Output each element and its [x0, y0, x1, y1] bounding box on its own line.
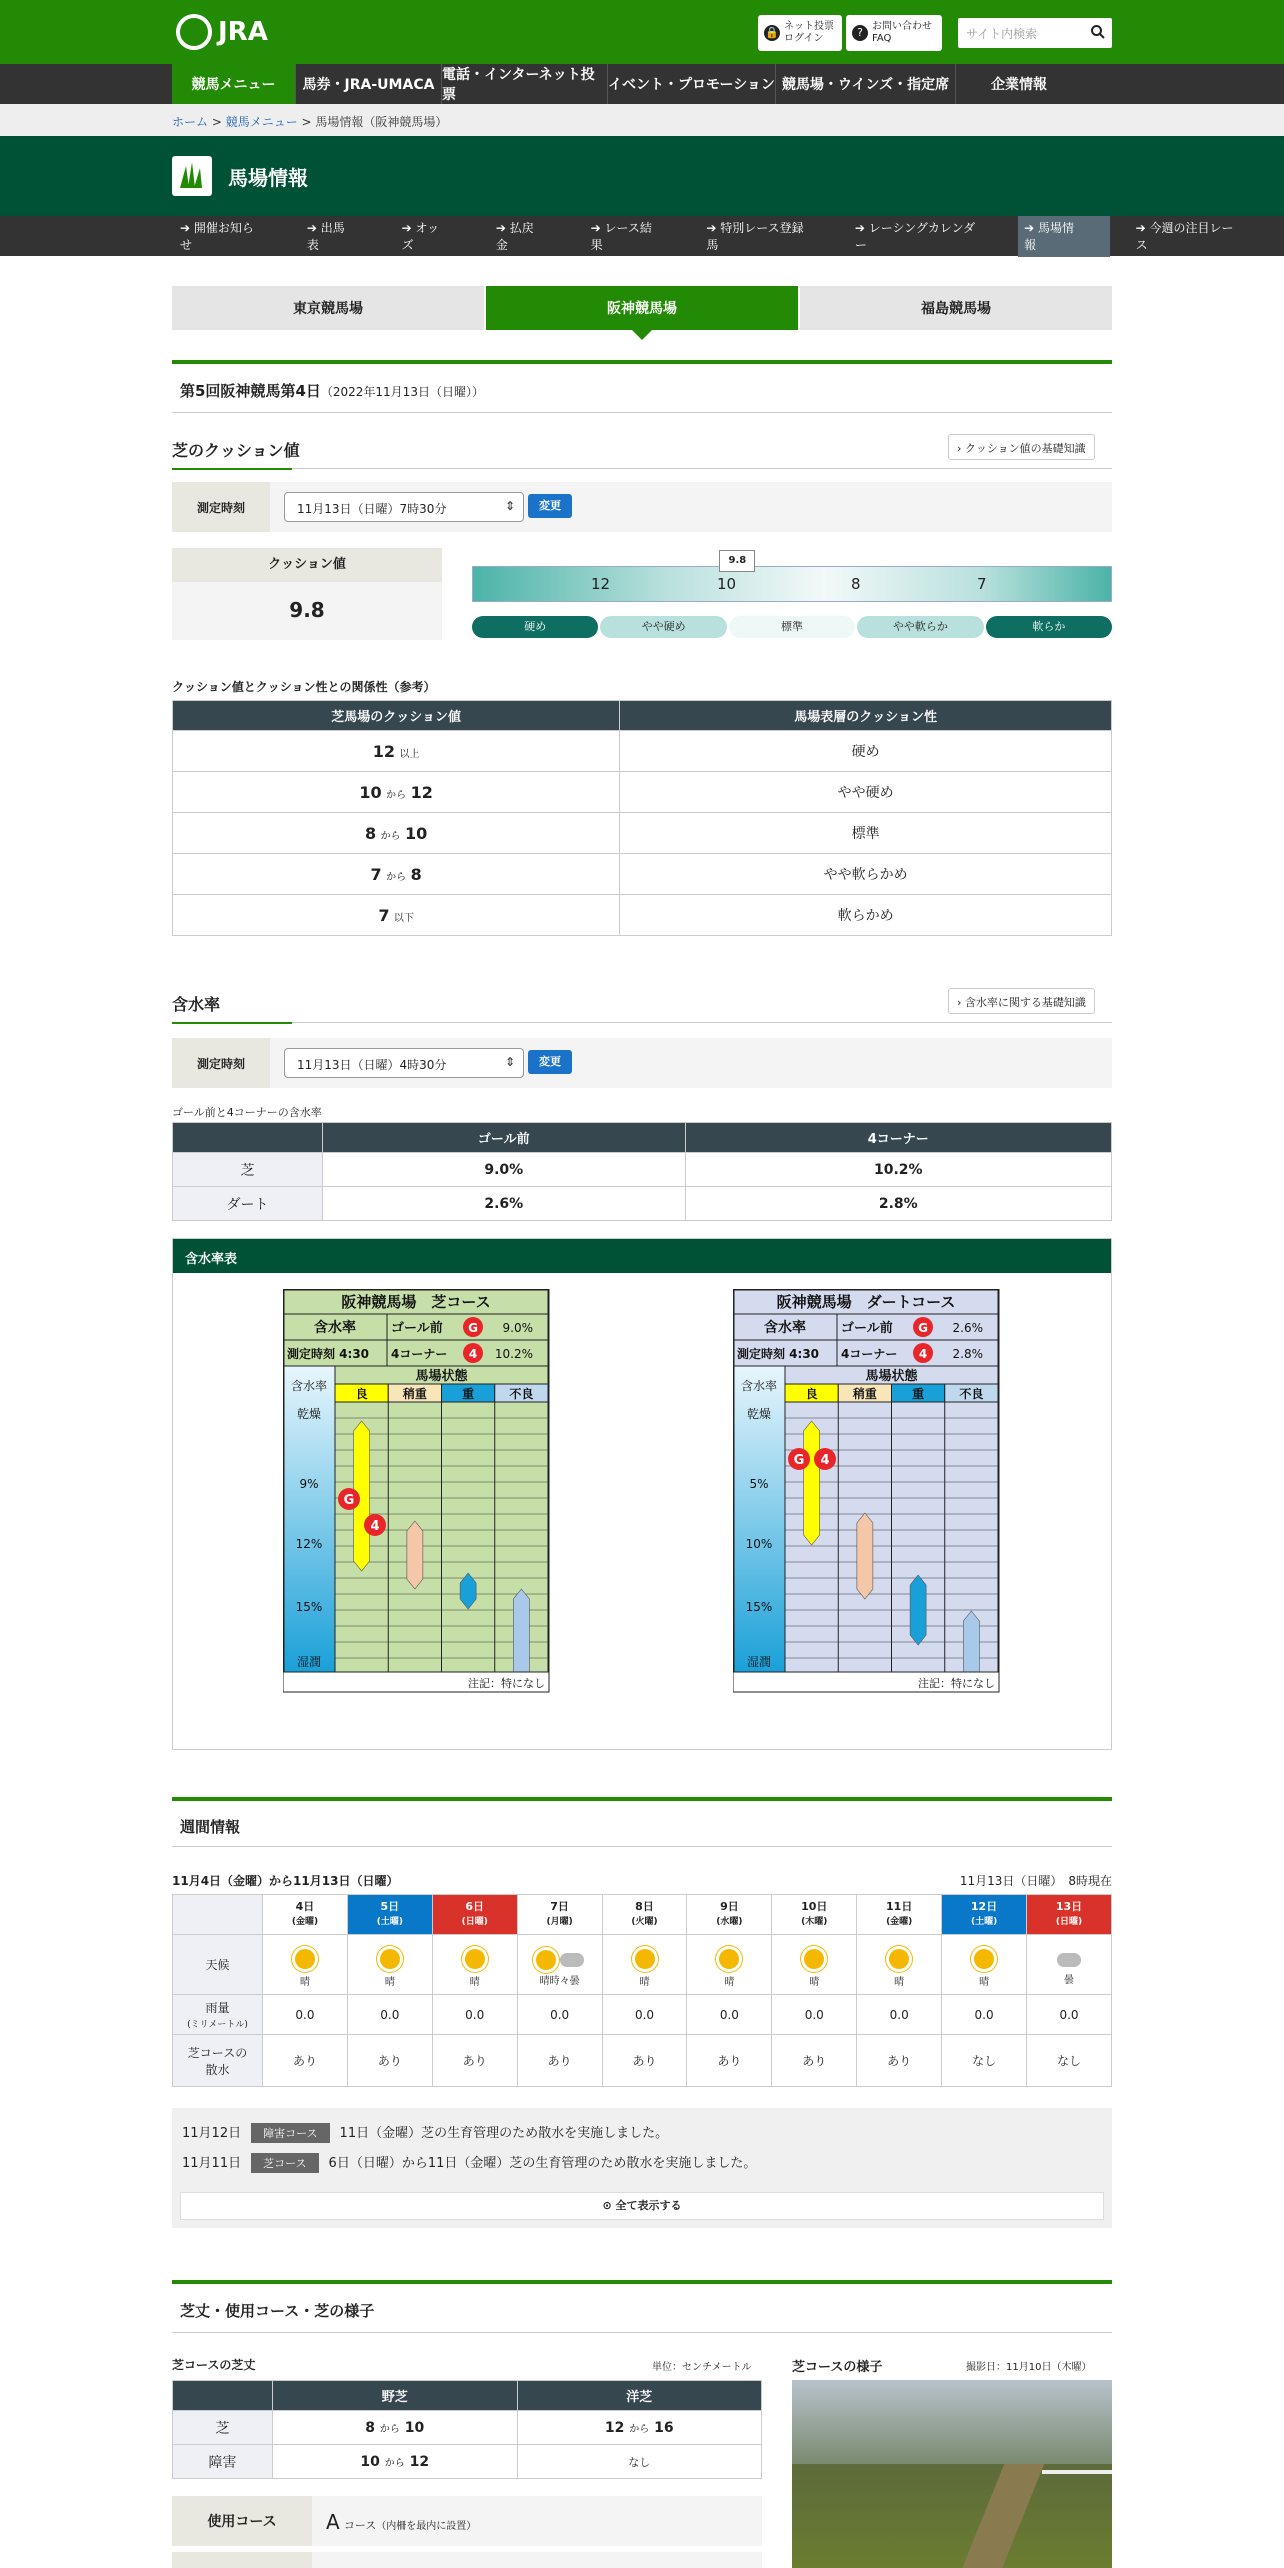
weekly-rule [172, 1797, 1112, 1801]
rel-value: 7 以下 [173, 895, 620, 936]
card-text: 9.0% [502, 1321, 533, 1335]
card-text: ゴール前 [391, 1321, 443, 1336]
card-text: 乾燥 [746, 1407, 772, 1421]
card-text: 4コーナー [391, 1347, 448, 1361]
moisture-change-button[interactable]: 変更 [528, 1050, 572, 1074]
card-text: 4コーナー [841, 1347, 898, 1361]
watering-cell: あり [517, 2035, 602, 2087]
day-header: 11日 (金曜) [857, 1895, 942, 1935]
turf-underline [172, 2332, 1112, 2333]
rain-cell: 0.0 [942, 1995, 1027, 2035]
cushion-time-select[interactable]: 11月13日（日曜）7時30分 ⇕ [284, 492, 524, 522]
card-text: 10.2% [494, 1347, 533, 1361]
sun-icon [295, 1949, 315, 1969]
turf-section-heading: 芝丈・使用コース・芝の様子 [180, 2302, 375, 2320]
lock-icon: 🔒 [765, 26, 779, 39]
sun-icon [719, 1949, 739, 1969]
watering-cell: なし [1027, 2035, 1112, 2087]
state-range-diamond [513, 1589, 529, 1685]
length-col-header [173, 2381, 273, 2411]
weather-cell: 晴時々曇 [517, 1935, 602, 1995]
rel-cushion: 硬め [620, 731, 1112, 772]
turf-length-unit: 単位：センチメートル [652, 2362, 752, 2373]
subnav-item[interactable]: ➔ 特別レース登録馬 [706, 221, 804, 252]
length-cell: 12 から 16 [517, 2411, 762, 2445]
gnav-company[interactable]: 企業情報 [991, 77, 1047, 93]
day-header: 6日 (日曜) [432, 1895, 517, 1935]
card-text: G [343, 1493, 355, 1508]
weekly-table [172, 1894, 1112, 2087]
day-header: 10日 (木曜) [772, 1895, 857, 1935]
moisture-dirt-c4: 2.8% [685, 1187, 1111, 1221]
state-range-diamond [407, 1521, 423, 1589]
note-item: 11月11日 芝コース 6日（日曜）から11日（金曜）芝の生育管理のため散水を実施しました。 [182, 2152, 756, 2173]
cushion-measure-bar [172, 482, 1112, 532]
card-text: 重 [912, 1387, 925, 1401]
state-range-diamond [910, 1575, 926, 1645]
card-text: 4 [918, 1347, 928, 1361]
card-text: 測定時刻 4:30 [737, 1347, 820, 1361]
breadcrumb-home[interactable]: ホーム [172, 115, 209, 129]
day-header: 5日 (土曜) [347, 1895, 432, 1935]
breadcrumb-keiba-menu[interactable]: 競馬メニュー [225, 115, 298, 129]
moisture-dirt-goal: 2.6% [323, 1187, 686, 1221]
day-header: 4日 (金曜) [263, 1895, 348, 1935]
weekly-corner [173, 1895, 263, 1935]
day-header: 9日 (水曜) [687, 1895, 772, 1935]
gnav-keiba-menu[interactable]: 競馬メニュー [172, 64, 296, 104]
card-text: ゴール前 [841, 1321, 893, 1336]
subnav-item[interactable]: ➔ 開催お知らせ [180, 221, 254, 252]
pill-soft: 軟らか [986, 616, 1112, 638]
moisture-underline [172, 1022, 1112, 1023]
subnav-item[interactable]: ➔ オッズ [401, 221, 440, 252]
course-use-label: 使用コース [172, 2496, 312, 2546]
turf-rule [172, 2280, 1112, 2284]
weekly-asof: 11月13日（日曜） 8時現在 [959, 1874, 1112, 1888]
rain-cell: 0.0 [602, 1995, 687, 2035]
faq-label: お問い合わせ FAQ [872, 21, 932, 44]
weather-cell: 曇 [1027, 1935, 1112, 1995]
rain-cell: 0.0 [347, 1995, 432, 2035]
length-row-label: 障害 [173, 2445, 273, 2479]
cushion-change-button[interactable]: 変更 [528, 494, 572, 518]
show-all-button[interactable]: ⊙ 全て表示する [180, 2192, 1104, 2220]
card-text: 馬場状態 [415, 1369, 468, 1384]
state-range-diamond [857, 1513, 873, 1599]
course-use-row [172, 2496, 762, 2546]
rel-cushion: やや硬め [620, 772, 1112, 813]
card-text: 9% [299, 1477, 319, 1491]
length-row-label: 芝 [173, 2411, 273, 2445]
rel-row [173, 731, 1112, 772]
scale-tick: 8 [851, 575, 861, 593]
length-col-header: 野芝 [273, 2381, 518, 2411]
cushion-relation-title: クッション値とクッション性との関係性（参考） [172, 680, 436, 694]
cushion-value: 9.8 [289, 598, 325, 622]
turf-length-table [172, 2380, 762, 2479]
sub-nav [0, 216, 1284, 256]
watering-cell: あり [602, 2035, 687, 2087]
rain-cell: 0.0 [517, 1995, 602, 2035]
cushion-measure-label: 測定時刻 [172, 482, 270, 532]
cushion-relation-table [172, 700, 1112, 936]
length-col-header: 洋芝 [517, 2381, 762, 2411]
card-text: 含水率 [290, 1379, 328, 1393]
rain-cell: 0.0 [772, 1995, 857, 2035]
card-text: 4 [820, 1453, 830, 1468]
rel-value: 12 以上 [173, 731, 620, 772]
sun-icon [380, 1949, 400, 1969]
card-text: G [793, 1453, 805, 1468]
subnav-item[interactable]: ➔ 今週の注目レース [1135, 221, 1234, 252]
watering-cell: あり [263, 2035, 348, 2087]
card-text: 良 [355, 1387, 368, 1401]
rel-value: 8 から 10 [173, 813, 620, 854]
gnav-phone-internet[interactable]: 電話・インターネット投票 [442, 64, 608, 104]
rel-value: 7 から 8 [173, 854, 620, 895]
cushion-value-box [172, 548, 442, 640]
rain-cell: 0.0 [263, 1995, 348, 2035]
card-text: 稍重 [402, 1387, 427, 1401]
photo-trees [792, 2380, 1112, 2464]
card-text: 乾燥 [296, 1407, 322, 1421]
watering-cell: あり [857, 2035, 942, 2087]
moisture-turf-c4: 10.2% [685, 1153, 1111, 1187]
card-text: 馬場状態 [865, 1369, 918, 1384]
card-text: 測定時刻 4:30 [287, 1347, 370, 1361]
row-label-rain: 雨量 (ミリメートル) [173, 1995, 263, 2035]
weather-cell: 晴 [942, 1935, 1027, 1995]
weekly-underline [172, 1846, 1112, 1847]
day-header: 8日 (火曜) [602, 1895, 687, 1935]
moisture-row-label: 芝 [173, 1153, 323, 1187]
card-text: 2.8% [952, 1347, 983, 1361]
subnav-item[interactable]: ➔ レース結果 [590, 221, 652, 252]
moisture-measure-bar [172, 1038, 1112, 1088]
photo-rail [1042, 2470, 1112, 2474]
rain-cell: 0.0 [1027, 1995, 1112, 2035]
course-extra-label [172, 2552, 312, 2568]
card-text: 5% [749, 1477, 769, 1491]
rel-value: 10 から 12 [173, 772, 620, 813]
cushion-marker: 9.8 [719, 550, 755, 572]
turf-length-title: 芝コースの芝丈 [172, 2358, 256, 2372]
subnav-item-active[interactable]: ➔ 馬場情報 [1018, 215, 1110, 257]
subnav-item[interactable]: ➔ 払戻金 [495, 221, 534, 252]
cushion-pill-row [472, 616, 1112, 638]
note-badge: 芝コース [251, 2153, 318, 2173]
turf-photo [792, 2380, 1112, 2568]
moisture-sub-title: ゴール前と4コーナーの含水率 [172, 1106, 322, 1119]
cushion-value-label: クッション値 [172, 548, 442, 582]
note-badge: 障害コース [251, 2123, 329, 2143]
weather-cell: 晴 [263, 1935, 348, 1995]
sun-icon [804, 1949, 824, 1969]
weather-cell: 晴 [602, 1935, 687, 1995]
moisture-col-header [173, 1123, 323, 1153]
cushion-scale-bar [472, 566, 1112, 602]
turf-moisture-card [283, 1289, 551, 1711]
breadcrumb-sep: > [297, 115, 316, 129]
sun-icon [536, 1950, 556, 1970]
rain-cell: 0.0 [857, 1995, 942, 2035]
row-label-weather: 天候 [173, 1935, 263, 1995]
moisture-table [172, 1122, 1112, 1221]
moisture-time-select[interactable]: 11月13日（日曜）4時30分 ⇕ [284, 1048, 524, 1078]
length-cell: 10 から 12 [273, 2445, 518, 2479]
scale-tick: 10 [717, 575, 737, 593]
card-text: 含水率 [740, 1379, 778, 1393]
net-vote-login-button[interactable] [758, 15, 842, 51]
card-text: 15% [745, 1600, 773, 1614]
card-text: 阪神競馬場 ダートコース [776, 1293, 956, 1311]
scale-tick: 12 [591, 575, 611, 593]
watering-cell: あり [347, 2035, 432, 2087]
gnav-events[interactable]: イベント・プロモーション [608, 64, 776, 104]
watering-cell: あり [432, 2035, 517, 2087]
photo-title: 芝コースの様子 [792, 2360, 883, 2375]
card-text: 4 [468, 1347, 478, 1361]
global-nav [0, 64, 1284, 104]
search-placeholder: サイト内検索 [966, 27, 1038, 41]
card-text: 含水率 [764, 1320, 806, 1336]
watering-cell: なし [942, 2035, 1027, 2087]
jra-logo[interactable] [176, 12, 276, 52]
pill-standard: 標準 [729, 616, 855, 638]
card-text: 注記：特になし [468, 1677, 545, 1690]
scale-tick: 7 [977, 575, 987, 593]
moisture-col-header: 4コーナー [685, 1123, 1111, 1153]
sun-icon [974, 1949, 994, 1969]
sun-icon [889, 1949, 909, 1969]
note-item: 11月12日 障害コース 11日（金曜）芝の生育管理のため散水を実施しました。 [182, 2122, 668, 2143]
length-cell: なし [517, 2445, 762, 2479]
moisture-col-header: ゴール前 [323, 1123, 686, 1153]
card-text: 2.6% [952, 1321, 983, 1335]
state-range-diamond [804, 1421, 820, 1545]
moisture-heading: 含水率 [172, 995, 221, 1014]
login-label: ネット投票 ログイン [784, 21, 834, 44]
moisture-turf-goal: 9.0% [323, 1153, 686, 1187]
weekly-range: 11月4日（金曜）から11月13日（日曜） [172, 1874, 399, 1888]
course-use-value: A コース（内柵を最内に設置） [326, 2510, 477, 2534]
photo-path [960, 2464, 1044, 2568]
pill-slightly-hard: やや硬め [600, 616, 726, 638]
rel-row [173, 854, 1112, 895]
card-text: 湿潤 [746, 1655, 772, 1669]
card-text: 重 [462, 1387, 475, 1401]
day-header: 13日 (日曜) [1027, 1895, 1112, 1935]
moisture-chart-title: 含水率表 [173, 1239, 1111, 1273]
card-text: 12% [295, 1537, 323, 1551]
sun-icon [465, 1949, 485, 1969]
cushion-underline [172, 468, 1112, 469]
gnav-baken[interactable]: 馬券・JRA-UMACA [296, 64, 442, 104]
meeting-rule [172, 360, 1112, 364]
card-text: 注記：特になし [918, 1677, 995, 1690]
card-text: 10% [745, 1537, 773, 1551]
card-text: 15% [295, 1600, 323, 1614]
weather-cell: 晴 [687, 1935, 772, 1995]
card-text: 阪神競馬場 芝コース [341, 1293, 491, 1311]
tab-fukushima[interactable]: 福島競馬場 [800, 286, 1112, 330]
rel-col-header: 馬場表層のクッション性 [620, 701, 1112, 731]
moisture-row-label: ダート [173, 1187, 323, 1221]
jra-logo-mark [176, 14, 212, 50]
breadcrumb [0, 104, 1284, 136]
pill-hard: 硬め [472, 616, 598, 638]
weekly-heading: 週間情報 [180, 1818, 241, 1836]
rel-cushion: やや軟らかめ [620, 854, 1112, 895]
tab-active-arrow [632, 330, 652, 340]
page-title: 馬場情報 [228, 166, 308, 190]
rel-cushion: 標準 [620, 813, 1112, 854]
turf-icon [172, 156, 212, 196]
card-text: 湿潤 [296, 1655, 322, 1669]
photo-date: 撮影日：11月10日（木曜） [966, 2362, 1092, 2373]
rel-cushion: 軟らかめ [620, 895, 1112, 936]
rain-cell: 0.0 [432, 1995, 517, 2035]
cloud-icon [1057, 1953, 1081, 1967]
rel-row [173, 772, 1112, 813]
dirt-moisture-card [733, 1289, 1001, 1711]
meeting-title: 第5回阪神競馬第4日（2022年11月13日（日曜）） [180, 382, 484, 400]
pill-slightly-soft: やや軟らか [857, 616, 983, 638]
subnav-item[interactable]: ➔ 出馬表 [306, 221, 345, 252]
page-title-band [0, 136, 1284, 216]
rel-row [173, 813, 1112, 854]
card-text: 良 [805, 1387, 818, 1401]
moisture-basics-button[interactable]: › 含水率に関する基礎知識 [948, 988, 1095, 1014]
sun-icon [635, 1949, 655, 1969]
tab-hanshin[interactable]: 阪神競馬場 [486, 286, 800, 330]
card-text: 含水率 [314, 1320, 356, 1336]
cloud-icon [560, 1953, 584, 1967]
breadcrumb-current: 馬場情報（阪神競馬場） [315, 115, 448, 129]
moisture-chart-box [172, 1238, 1112, 1750]
card-text: 不良 [959, 1387, 984, 1401]
site-search-input[interactable] [958, 18, 1112, 48]
row-label-watering: 芝コースの 散水 [173, 2035, 263, 2087]
rel-col-header: 芝馬場のクッション値 [173, 701, 620, 731]
course-tabs [172, 286, 1112, 330]
day-header: 7日 (月曜) [517, 1895, 602, 1935]
watering-cell: あり [772, 2035, 857, 2087]
rain-cell: 0.0 [687, 1995, 772, 2035]
site-header [0, 0, 1284, 64]
card-text: 不良 [509, 1387, 534, 1401]
weather-cell: 晴 [857, 1935, 942, 1995]
weather-cell: 晴 [347, 1935, 432, 1995]
weather-cell: 晴 [432, 1935, 517, 1995]
card-text: 稍重 [852, 1387, 877, 1401]
cushion-basics-button[interactable]: › クッション値の基礎知識 [948, 434, 1095, 460]
question-icon: ? [852, 25, 868, 41]
subnav-item[interactable]: ➔ レーシングカレンダー [854, 221, 976, 252]
faq-button[interactable] [846, 15, 942, 51]
tab-tokyo[interactable]: 東京競馬場 [172, 286, 486, 330]
jra-logo-text: JRA [218, 17, 268, 47]
rel-row [173, 895, 1112, 936]
card-text: G [918, 1321, 928, 1335]
length-cell: 8 から 10 [273, 2411, 518, 2445]
breadcrumb-sep: > [208, 115, 226, 129]
course-extra-row [172, 2552, 762, 2568]
card-text: 4 [370, 1519, 380, 1534]
card-text: G [468, 1321, 478, 1335]
weekly-notes [172, 2108, 1112, 2228]
meeting-underline [172, 412, 1112, 413]
weather-cell: 晴 [772, 1935, 857, 1995]
day-header: 12日 (土曜) [942, 1895, 1027, 1935]
moisture-measure-label: 測定時刻 [172, 1038, 270, 1088]
gnav-racecourse[interactable]: 競馬場・ウインズ・指定席 [776, 64, 956, 104]
watering-cell: あり [687, 2035, 772, 2087]
search-icon[interactable] [1090, 24, 1106, 40]
cushion-heading: 芝のクッション値 [172, 441, 300, 460]
